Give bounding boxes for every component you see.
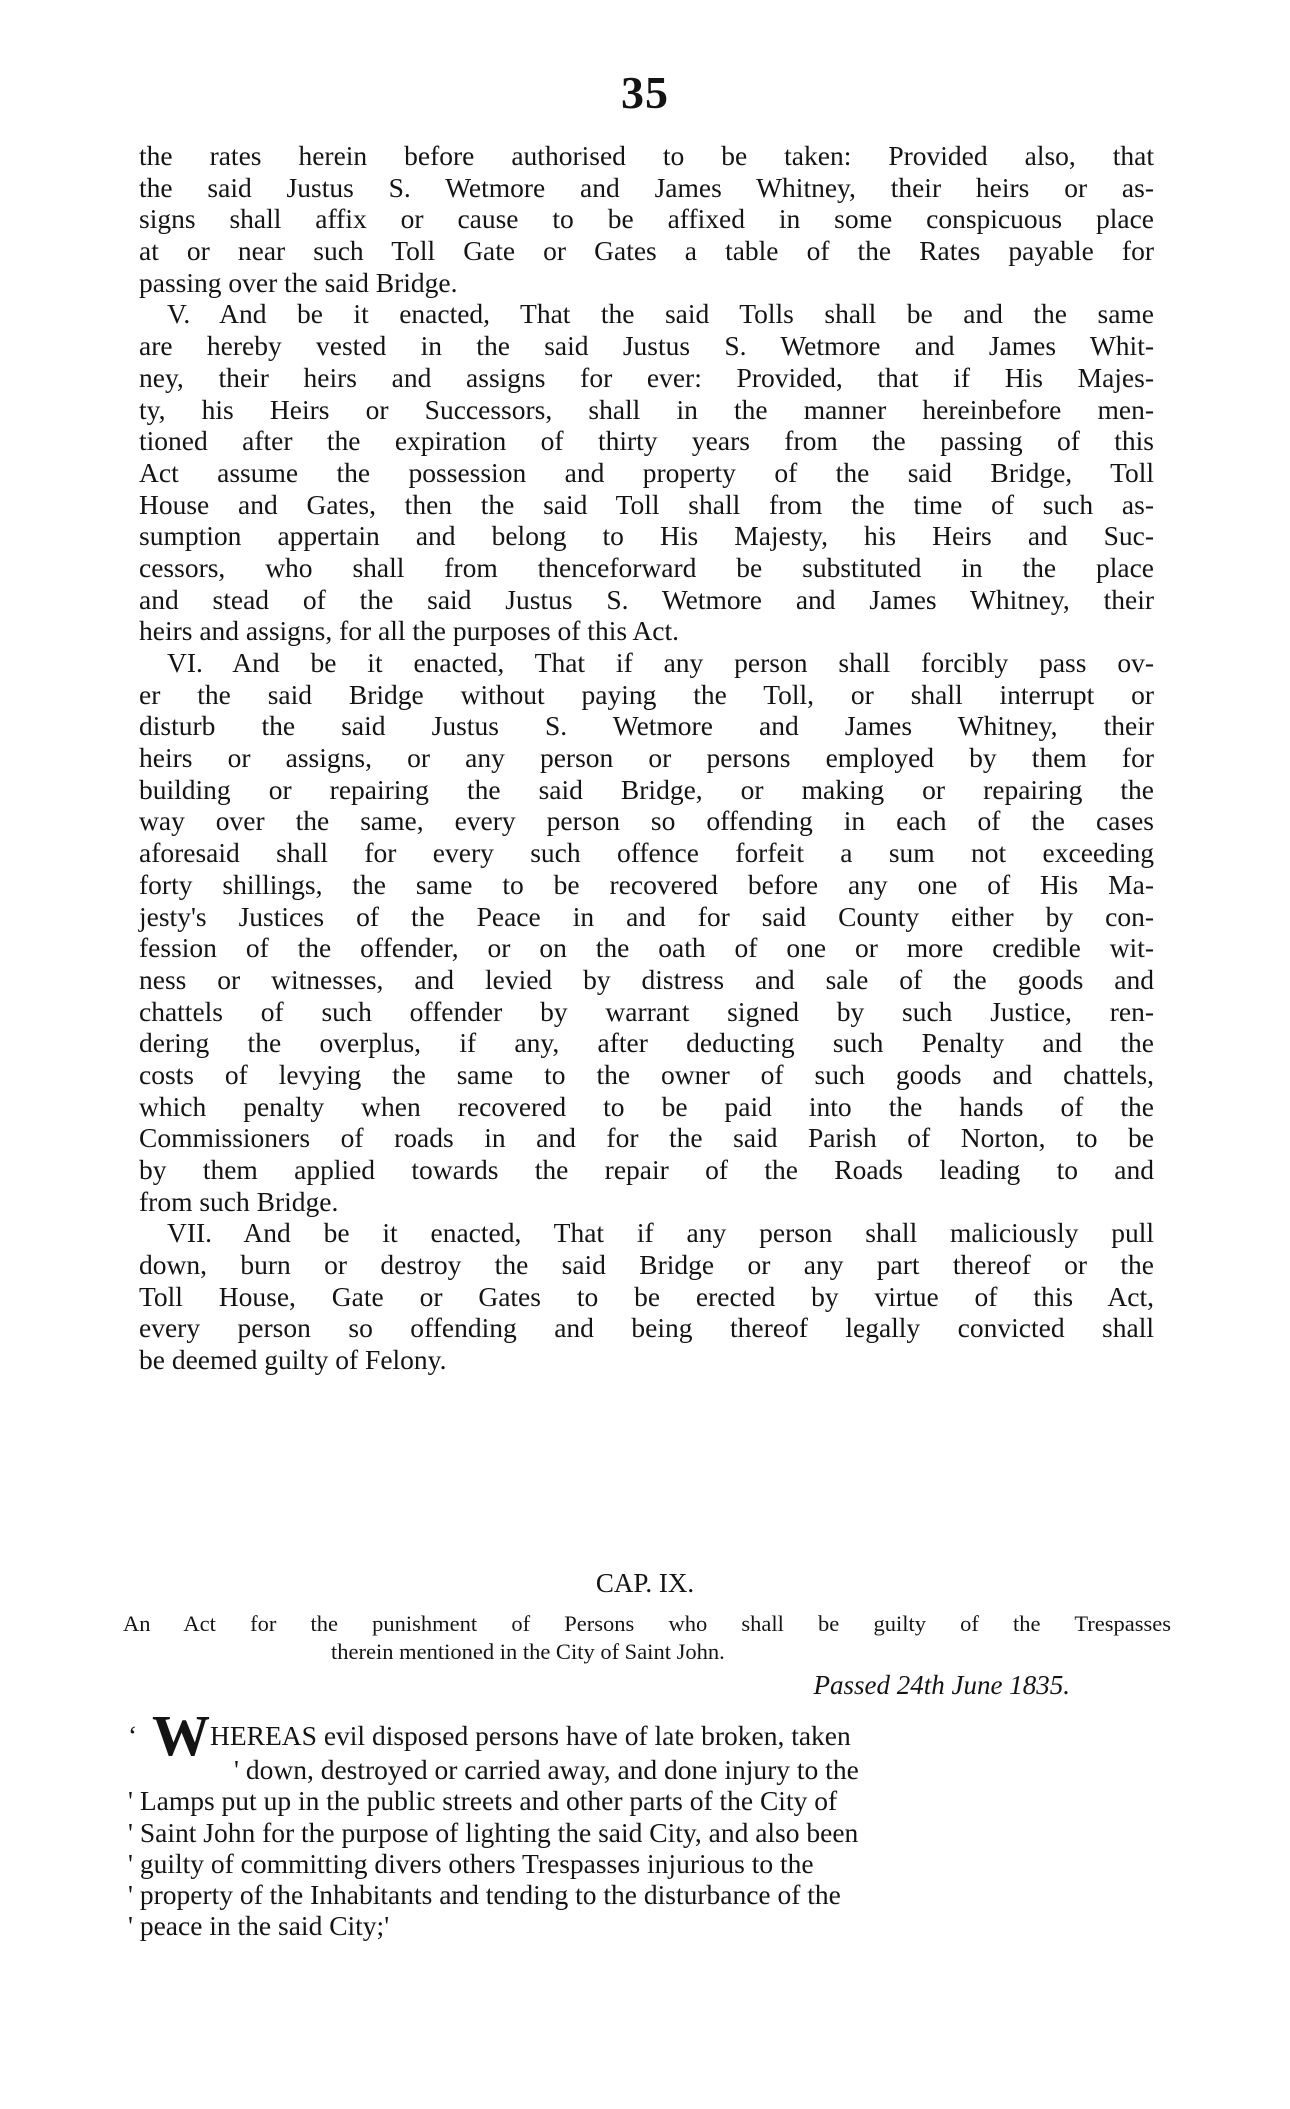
text-line: which penalty when recovered to be paid into the hands of the [139,1090,1154,1122]
page-number: 35 [621,67,669,118]
text-line: er the said Bridge without paying the Toll, or shall interrupt or [139,678,1154,710]
text-line: passing over the said Bridge. [139,266,458,298]
text-line: aforesaid shall for every such offence forfeit a sum not exceeding [139,837,1154,869]
act-description-line: therein mentioned in the City of Saint John. [331,1639,725,1664]
text-line: at or near such Toll Gate or Gates a table of the Rates payable for [139,235,1154,267]
preamble-line: ' Saint John for the purpose of lighting the said City, and also been [128,1816,859,1848]
chapter-title: CAP. IX. [595,1568,695,1598]
body-text [139,140,1154,1376]
preamble-line: ' peace in the said City;' [128,1910,390,1942]
text-line: Commissioners of roads in and for the said Parish of Norton, to be [139,1122,1154,1154]
preamble-line: ' guilty of committing divers others Trespasses injurious to the [128,1847,814,1879]
text-line: from such Bridge. [139,1185,339,1217]
text-line: Act assume the possession and property of the said Bridge, Toll [139,456,1154,488]
text-line: jesty's Justices of the Peace in and for said County either by con- [139,900,1154,932]
act-description [123,1610,1171,1666]
text-line: every person so offending and being thereof legally convicted shall [139,1312,1154,1344]
passed-date: Passed 24th June 1835. [813,1670,1070,1700]
text-line: ty, his Heirs or Successors, shall in the manner hereinbefore men- [139,393,1154,425]
drop-cap: W [152,1703,210,1768]
opening-quote-mark: ‘ [128,1720,138,1751]
text-line: and stead of the said Justus S. Wetmore and James Whitney, their [139,583,1154,615]
text-line: disturb the said Justus S. Wetmore and James Whitney, their [139,710,1154,742]
text-line: the rates herein before authorised to be taken: Provided also, that [139,140,1154,171]
text-line: House and Gates, then the said Toll shall from the time of such as- [139,488,1154,520]
text-line: way over the same, every person so offending in each of the cases [139,805,1154,837]
text-line: be deemed guilty of Felony. [139,1344,447,1376]
text-line: signs shall affix or cause to be affixed in some conspicuous place [139,203,1154,235]
preamble-line: ' property of the Inhabitants and tending to the disturbance of the [128,1879,841,1911]
text-line: heirs or assigns, or any person or persons employed by them for [139,742,1154,774]
text-line: the said Justus S. Wetmore and James Whitney, their heirs or as- [139,171,1154,203]
text-line: Toll House, Gate or Gates to be erected by virtue of this Act, [139,1280,1154,1312]
text-line: forty shillings, the same to be recovered before any one of His Ma- [139,868,1154,900]
text-line: heirs and assigns, for all the purposes of this Act. [139,615,679,647]
preamble-first-line-text: HEREAS evil disposed persons have of late broken, taken [210,1720,851,1751]
section-vii-heading-line: VII. And be it enacted, That if any person shall maliciously pull [167,1217,1154,1249]
text-line: chattels of such offender by warrant signed by such Justice, ren- [139,995,1154,1027]
text-line: are hereby vested in the said Justus S. Wetmore and James Whit- [139,330,1154,362]
preamble-line: ' down, destroyed or carried away, and done injury to the [234,1754,859,1785]
text-line: ney, their heirs and assigns for ever: Provided, that if His Majes- [139,361,1154,393]
preamble-first-line [128,1703,1128,1768]
text-line: ness or witnesses, and levied by distress and sale of the goods and [139,963,1154,995]
text-line: tioned after the expiration of thirty years from the passing of this [139,425,1154,457]
text-line: cessors, who shall from thenceforward be substituted in the place [139,551,1154,583]
text-line: sumption appertain and belong to His Majesty, his Heirs and Suc- [139,520,1154,552]
text-line: fession of the offender, or on the oath of one or more credible wit- [139,932,1154,964]
text-line: costs of levying the same to the owner of such goods and chattels, [139,1058,1154,1090]
preamble [128,1703,1128,1942]
text-line: building or repairing the said Bridge, or making or repairing the [139,773,1154,805]
text-line: by them applied towards the repair of the Roads leading to and [139,1154,1154,1185]
section-vi-heading-line: VI. And be it enacted, That if any person shall forcibly pass ov- [167,647,1154,678]
preamble-line: ' Lamps put up in the public streets and other parts of the City of [128,1785,838,1817]
section-v-heading-line: V. And be it enacted, That the said Tolls shall be and the same [167,298,1154,330]
text-line: down, burn or destroy the said Bridge or any part thereof or the [139,1249,1154,1281]
act-description-line: An Act for the punishment of Persons who shall be guilty of the Trespasses [123,1611,1171,1636]
text-line: dering the overplus, if any, after deducting such Penalty and the [139,1027,1154,1059]
